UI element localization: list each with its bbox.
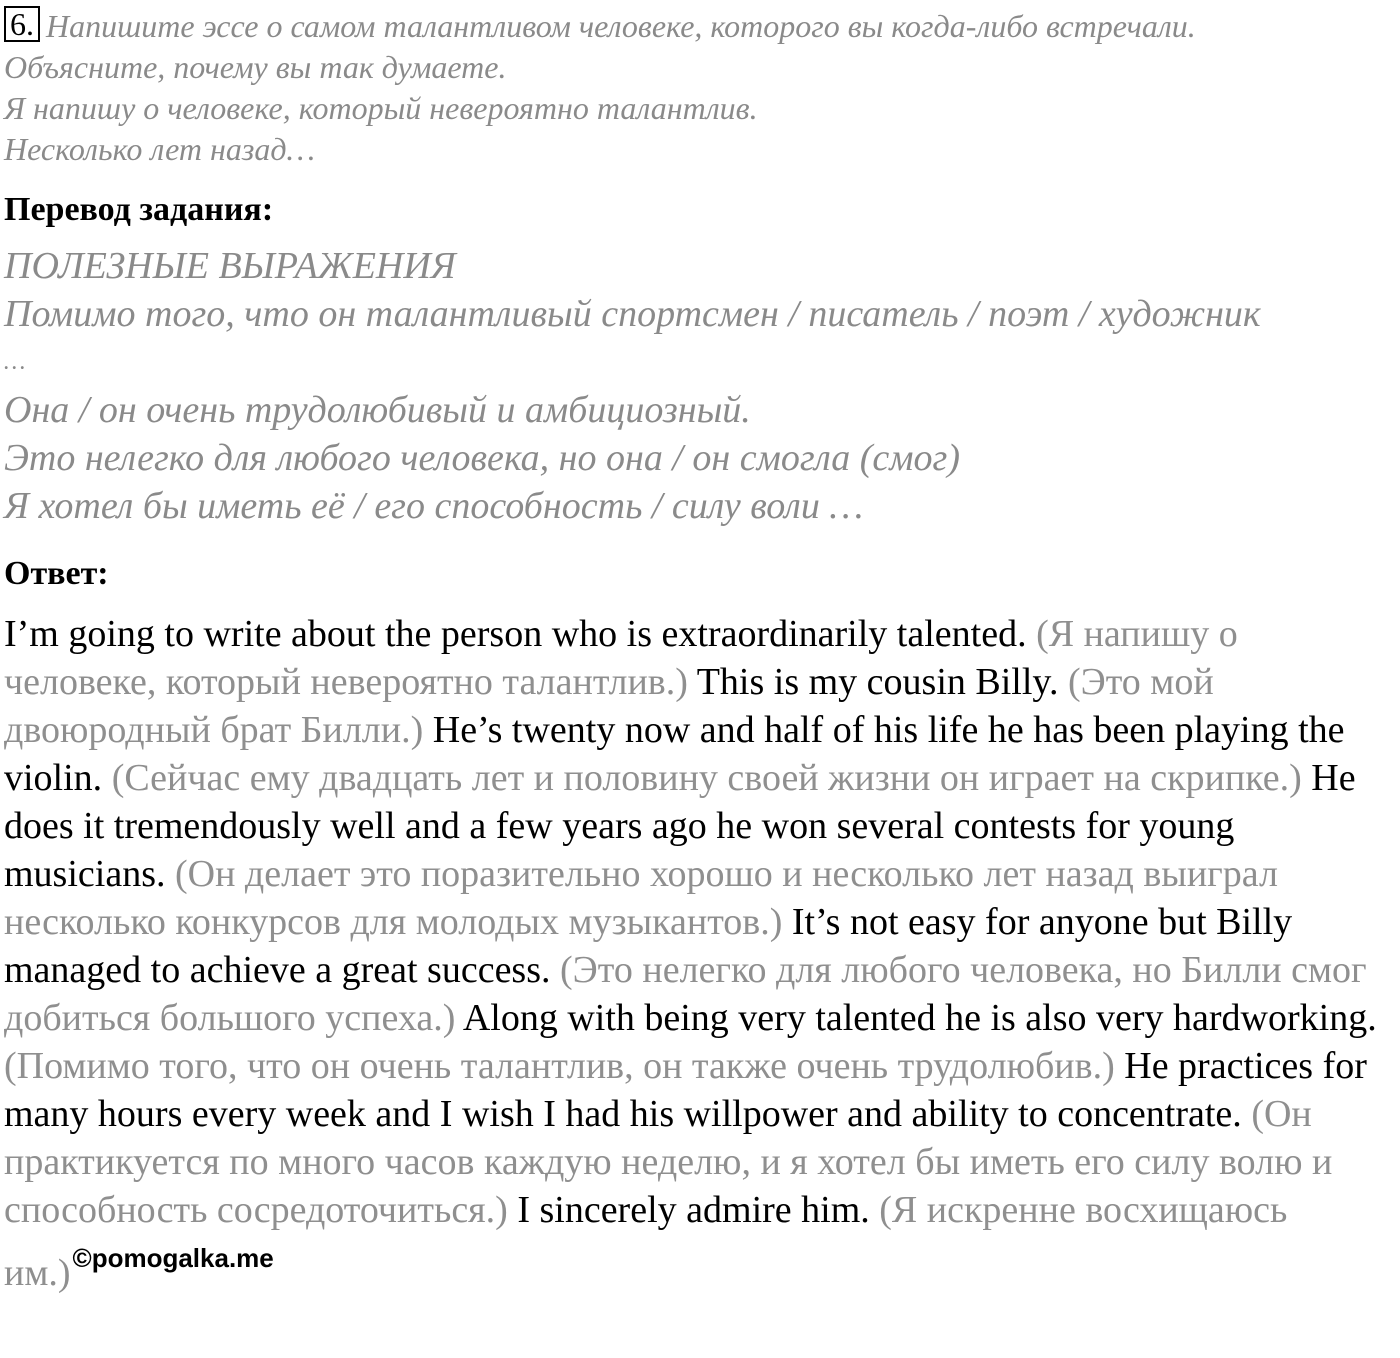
document-page [4,6,1398,1297]
answer-heading: Ответ: [4,555,109,592]
answer-translation: (Это мой двоюродный брат Билли.) [4,661,1214,751]
answer-english: He does it tremendously well and a few years ago he won several contests for young musicians. [4,757,1356,895]
phrase-line: Помимо того, что он талантливый спортсмен / писатель / поэт / художник [4,293,1261,335]
answer-english: It’s not easy for anyone but Billy managed to achieve a great success. [4,901,1293,991]
answer-translation: (Я искренне восхищаюсь им.) [4,1189,1288,1294]
phrase-line: Она / он очень трудолюбивый и амбициозный. [4,389,751,431]
answer-english: I sincerely admire him. [517,1189,870,1231]
phrase-ellipsis: … [4,349,26,375]
useful-phrases [4,242,1398,530]
task-number: 6. [4,6,40,42]
task-line: Напишите эссе о самом талантливом человеке, которого вы когда-либо встречали. [46,8,1196,44]
task-line: Несколько лет назад… [4,131,315,167]
task-block [4,6,1398,170]
answer-translation: (Он делает это поразительно хорошо и несколько лет назад выиграл несколько конкурсов для молодых музыкантов.) [4,853,1278,943]
answer-english: Along with being very talented he is also very hardworking. [462,997,1377,1039]
answer-translation: (Помимо того, что он очень талантлив, он также очень трудолюбив.) [4,1045,1115,1087]
answer-english: I’m going to write about the person who is extraordinarily talented. [4,613,1027,655]
watermark: ©pomogalka.me [72,1243,274,1273]
task-line: Объясните, почему вы так думаете. [4,49,507,85]
answer-english: He practices for many hours every week and I wish I had his willpower and ability to concentrate. [4,1045,1367,1135]
translation-heading: Перевод задания: [4,191,274,228]
answer-translation: (Я напишу о человеке, который невероятно талантлив.) [4,613,1238,703]
task-line: Я напишу о человеке, который невероятно талантлив. [4,90,758,126]
answer-translation: (Он практикуется по много часов каждую неделю, и я хотел бы иметь его силу волю и способность сосредоточиться.) [4,1093,1333,1231]
phrase-line: Я хотел бы иметь её / его способность / силу воли … [4,485,864,527]
answer-english: This is my cousin Billy. [696,661,1059,703]
answer-translation: (Сейчас ему двадцать лет и половину своей жизни он играет на скрипке.) [111,757,1302,799]
answer-english: He’s twenty now and half of his life he has been playing the violin. [4,709,1345,799]
answer-text [4,610,1398,1297]
answer-translation: (Это нелегко для любого человека, но Билли смог добиться большого успеха.) [4,949,1367,1039]
phrase-line: Это нелегко для любого человека, но она / он смогла (смог) [4,437,960,479]
phrases-title: ПОЛЕЗНЫЕ ВЫРАЖЕНИЯ [4,245,456,287]
